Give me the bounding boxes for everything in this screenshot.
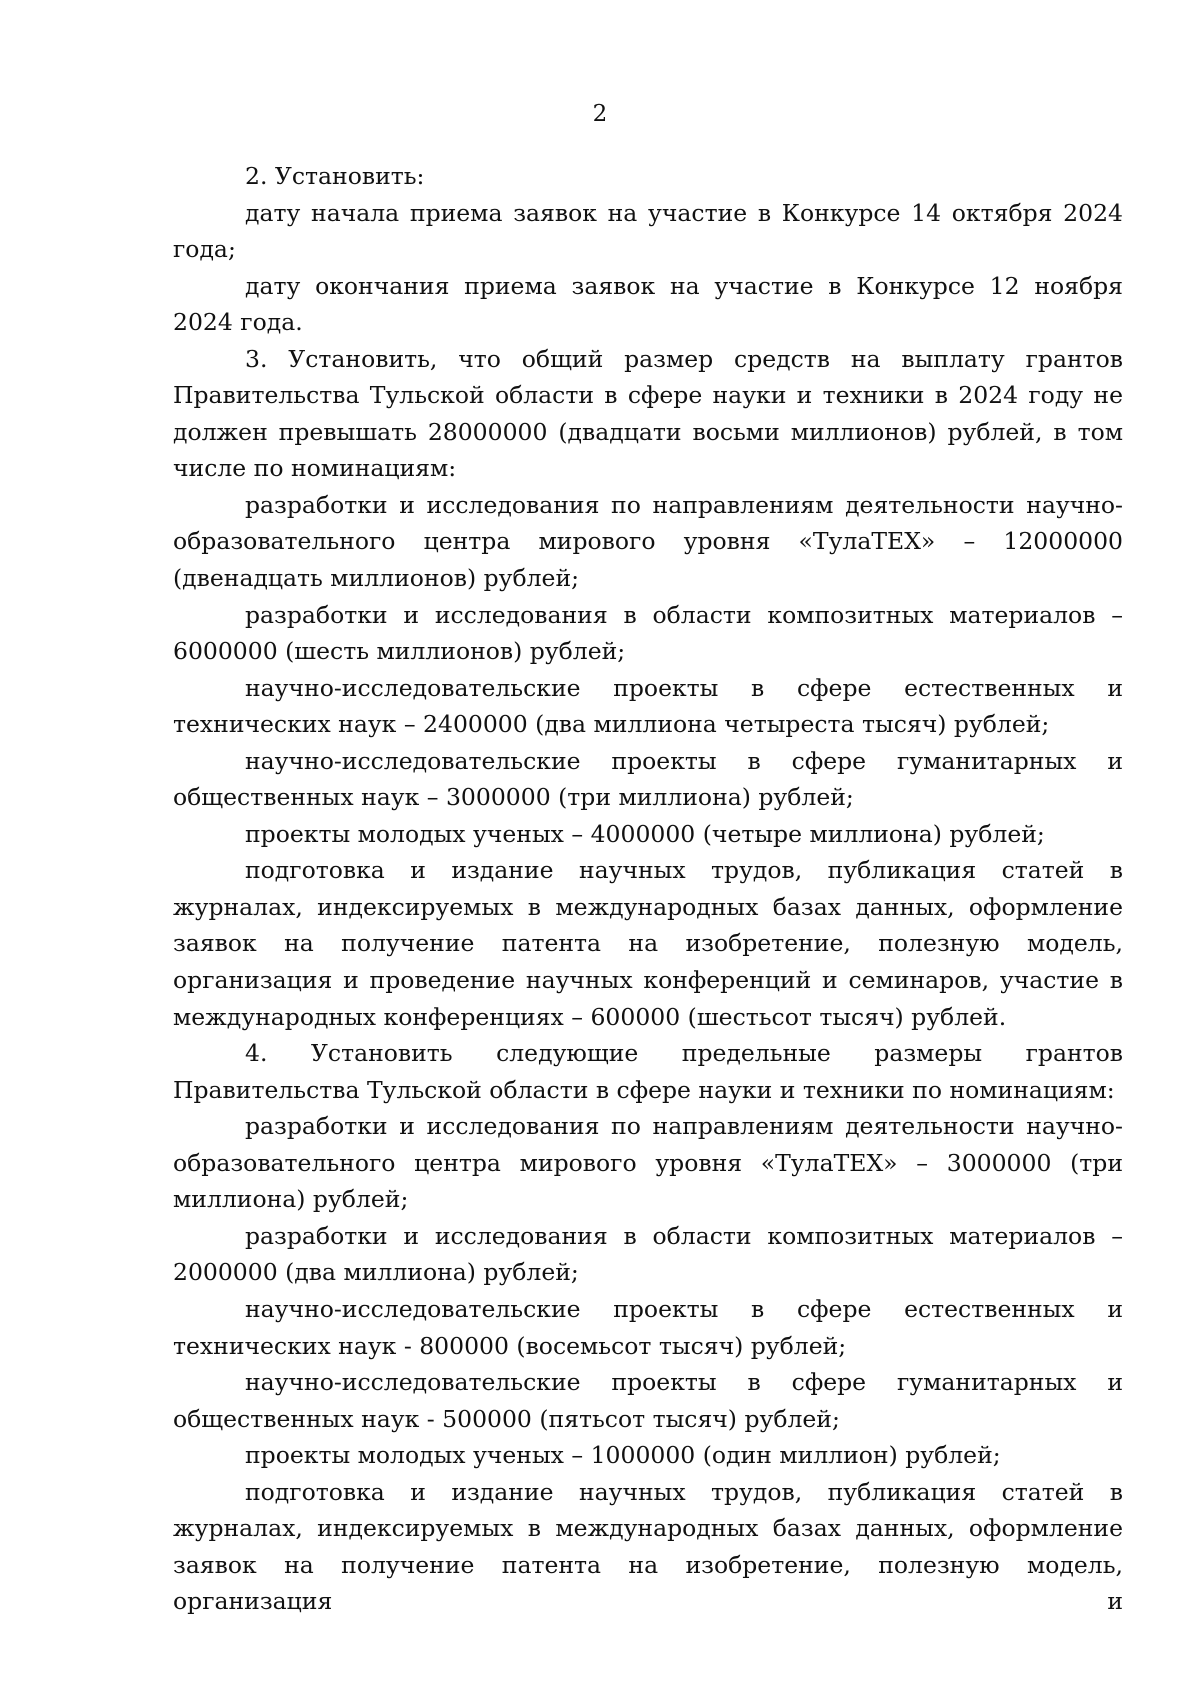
paragraph-limit-young-scientists: проекты молодых ученых – 1000000 (один миллион) рублей; [245,1441,1001,1470]
paragraph-limit-humanities: научно-исследовательские проекты в сфере гуманитарных и общественных наук - 500000 (пятьсот тысяч) рублей; [173,1368,1123,1433]
document-body [173,158,1123,1620]
paragraph-nomination-humanities: научно-исследовательские проекты в сфере гуманитарных и общественных наук – 3000000 (три миллиона) рублей; [173,746,1123,812]
paragraph-item-4: 4. Установить следующие предельные размеры грантов Правительства Тульской области в сфере науки и техники по номинациям: [173,1039,1123,1104]
paragraph-limit-composites: разработки и исследования в области композитных материалов – 2000000 (два миллиона) рублей; [173,1221,1123,1287]
paragraph-end-date: дату окончания приема заявок на участие в Конкурсе 12 ноября 2024 года. [173,271,1123,337]
paragraph-limit-publications: подготовка и издание научных трудов, публикация статей в журналах, индексируемых в международных базах данных, оформление заявок на получение патента на изобретение, полезную модель, организация и [173,1477,1123,1616]
paragraph-start-date: дату начала приема заявок на участие в Конкурсе 14 октября 2024 года; [173,198,1123,264]
paragraph-nomination-publications: подготовка и издание научных трудов, публикация статей в журналах, индексируемых в международных базах данных, оформление заявок на получение патента на изобретение, полезную модель, организация и проведение научных конференций и семинаров, участие в международных конференциях – 600000 (шестьсот тысяч) рублей. [173,856,1123,1031]
paragraph-item-3: 3. Установить, что общий размер средств на выплату грантов Правительства Тульской области в сфере науки и техники в 2024 году не должен превышать 28000000 (двадцати восьми миллионов) рублей, в том числе по номинациям: [173,344,1123,483]
paragraph-limit-tulatex: разработки и исследования по направлениям деятельности научно-образовательного центра мирового уровня «ТулаТЕХ» – 3000000 (три миллиона) рублей; [173,1112,1123,1214]
paragraph-limit-natural-sciences: научно-исследовательские проекты в сфере естественных и технических наук - 800000 (восемьсот тысяч) рублей; [173,1294,1123,1360]
paragraph-item-2-heading: 2. Установить: [245,162,425,190]
paragraph-nomination-young-scientists: проекты молодых ученых – 4000000 (четыре миллиона) рублей; [245,819,1045,848]
paragraph-nomination-tulatex: разработки и исследования по направлениям деятельности научно-образовательного центра мирового уровня «ТулаТЕХ» – 12000000 (двенадцать миллионов) рублей; [173,490,1123,593]
paragraph-nomination-composites: разработки и исследования в области композитных материалов – 6000000 (шесть миллионов) рублей; [173,600,1123,666]
paragraph-nomination-natural-sciences: научно-исследовательские проекты в сфере естественных и технических наук – 2400000 (два миллиона четыреста тысяч) рублей; [173,673,1123,739]
page-number: 2 [592,101,608,127]
